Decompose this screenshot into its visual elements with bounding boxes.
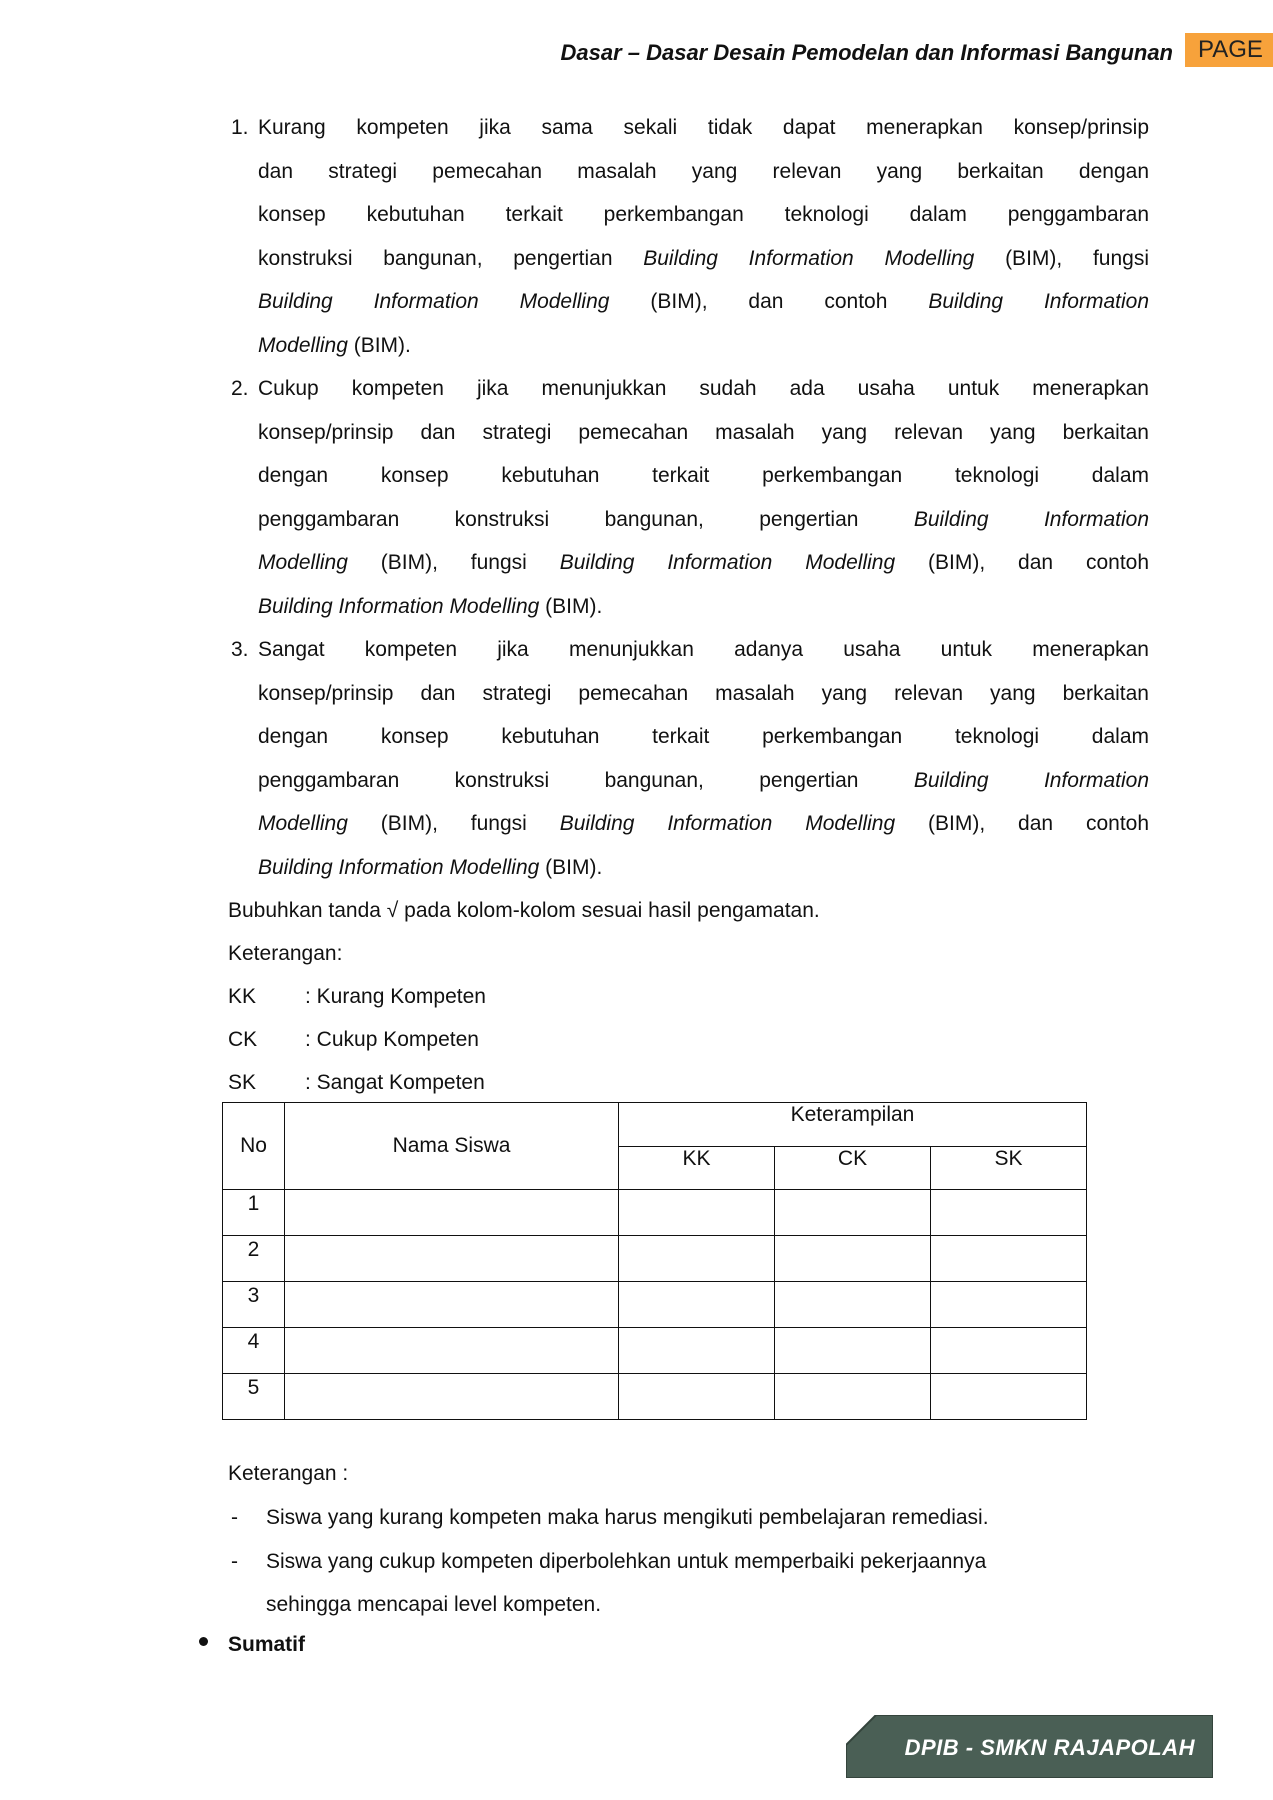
cell-ck[interactable] bbox=[775, 1190, 931, 1236]
criteria-line: konsep/prinsip dan strategi pemecahan masalah yang relevan yang berkaitan bbox=[258, 420, 1149, 444]
cell-sk[interactable] bbox=[931, 1282, 1087, 1328]
cell-ck[interactable] bbox=[775, 1236, 931, 1282]
legend-key-kk: KK bbox=[228, 985, 257, 1008]
cell-sk[interactable] bbox=[931, 1190, 1087, 1236]
instruction-text: Bubuhkan tanda √ pada kolom-kolom sesuai hasil pengamatan. bbox=[228, 899, 820, 922]
notes-title: Keterangan : bbox=[228, 1462, 349, 1485]
header-keterampilan: Keterampilan bbox=[619, 1103, 1087, 1147]
cell-no: 5 bbox=[223, 1374, 285, 1420]
cell-no: 1 bbox=[223, 1190, 285, 1236]
legend-value-kk: : Kurang Kompeten bbox=[305, 985, 486, 1008]
header-kk: KK bbox=[619, 1147, 775, 1190]
criteria-line: dengan konsep kebutuhan terkait perkembangan teknologi dalam bbox=[258, 464, 1149, 487]
legend-title: Keterangan: bbox=[228, 942, 343, 965]
cell-kk[interactable] bbox=[619, 1236, 775, 1282]
legend-key-sk: SK bbox=[228, 1071, 257, 1094]
cell-sk[interactable] bbox=[931, 1374, 1087, 1420]
cell-no: 4 bbox=[223, 1328, 285, 1374]
cell-no: 3 bbox=[223, 1282, 285, 1328]
table-row bbox=[223, 1328, 1087, 1374]
cell-no: 2 bbox=[223, 1236, 285, 1282]
assessment-table bbox=[222, 1102, 1087, 1420]
footer-banner bbox=[846, 1715, 1213, 1778]
table-row bbox=[223, 1236, 1087, 1282]
note-dash-2: - bbox=[231, 1550, 238, 1573]
criteria-line: konstruksi bangunan, pengertian Building Information Modelling (BIM), fungsi bbox=[258, 246, 1149, 270]
cell-kk[interactable] bbox=[619, 1190, 775, 1236]
cell-kk[interactable] bbox=[619, 1328, 775, 1374]
legend-value-sk: : Sangat Kompeten bbox=[305, 1071, 485, 1094]
note-text-2-cont: sehingga mencapai level kompeten. bbox=[266, 1593, 602, 1616]
cell-kk[interactable] bbox=[619, 1374, 775, 1420]
criteria-line: dan strategi pemecahan masalah yang relevan yang berkaitan dengan bbox=[258, 159, 1149, 183]
cell-sk[interactable] bbox=[931, 1236, 1087, 1282]
header-no: No bbox=[223, 1103, 285, 1190]
criteria-line: penggambaran konstruksi bangunan, pengertian Building Information bbox=[258, 507, 1149, 531]
cell-nama-siswa[interactable] bbox=[285, 1374, 619, 1420]
criteria-number: 2. bbox=[231, 377, 249, 400]
table-row bbox=[223, 1190, 1087, 1236]
cell-nama-siswa[interactable] bbox=[285, 1236, 619, 1282]
criteria-number: 1. bbox=[231, 116, 249, 139]
cell-nama-siswa[interactable] bbox=[285, 1190, 619, 1236]
note-text-2: Siswa yang cukup kompeten diperbolehkan untuk memperbaiki pekerjaannya bbox=[266, 1550, 987, 1573]
page-badge: PAGE bbox=[1185, 33, 1273, 67]
criteria-line: dengan konsep kebutuhan terkait perkembangan teknologi dalam bbox=[258, 725, 1149, 748]
header-nama-siswa: Nama Siswa bbox=[285, 1103, 619, 1190]
table-row bbox=[223, 1374, 1087, 1420]
note-text-1: Siswa yang kurang kompeten maka harus mengikuti pembelajaran remediasi. bbox=[266, 1506, 989, 1529]
criteria-line: konsep kebutuhan terkait perkembangan teknologi dalam penggambaran bbox=[258, 203, 1149, 226]
section-sumatif-heading: Sumatif bbox=[228, 1633, 306, 1656]
note-dash-1: - bbox=[231, 1506, 238, 1529]
cell-nama-siswa[interactable] bbox=[285, 1328, 619, 1374]
table-row bbox=[223, 1282, 1087, 1328]
criteria-line: Building Information Modelling (BIM). bbox=[258, 594, 603, 618]
cell-kk[interactable] bbox=[619, 1282, 775, 1328]
criteria-line: Building Information Modelling (BIM). bbox=[258, 855, 603, 879]
legend-key-ck: CK bbox=[228, 1028, 258, 1051]
footer-label: DPIB - SMKN RAJAPOLAH bbox=[904, 1735, 1195, 1760]
criteria-line: penggambaran konstruksi bangunan, pengertian Building Information bbox=[258, 768, 1149, 792]
cell-ck[interactable] bbox=[775, 1282, 931, 1328]
header-ck: CK bbox=[775, 1147, 931, 1190]
cell-nama-siswa[interactable] bbox=[285, 1282, 619, 1328]
criteria-line: Building Information Modelling (BIM), dan contoh Building Information bbox=[258, 290, 1150, 313]
table-body bbox=[223, 1190, 1087, 1420]
criteria-line: konsep/prinsip dan strategi pemecahan masalah yang relevan yang berkaitan bbox=[258, 681, 1149, 705]
criteria-number: 3. bbox=[231, 638, 249, 661]
legend-value-ck: : Cukup Kompeten bbox=[305, 1028, 479, 1051]
cell-ck[interactable] bbox=[775, 1328, 931, 1374]
criteria-line: Cukup kompeten jika menunjukkan sudah ada usaha untuk menerapkan bbox=[258, 377, 1149, 400]
running-header-title: Dasar – Dasar Desain Pemodelan dan Informasi Bangunan bbox=[560, 40, 1173, 65]
criteria-line: Kurang kompeten jika sama sekali tidak dapat menerapkan konsep/prinsip bbox=[258, 116, 1149, 139]
criteria-line: Modelling (BIM), fungsi Building Information Modelling (BIM), dan contoh bbox=[258, 812, 1150, 835]
criteria-line: Modelling (BIM), fungsi Building Information Modelling (BIM), dan contoh bbox=[258, 551, 1150, 574]
criteria-line: Modelling (BIM). bbox=[258, 333, 411, 357]
bullet-icon bbox=[199, 1637, 208, 1646]
cell-ck[interactable] bbox=[775, 1374, 931, 1420]
cell-sk[interactable] bbox=[931, 1328, 1087, 1374]
criteria-line: Sangat kompeten jika menunjukkan adanya usaha untuk menerapkan bbox=[258, 638, 1149, 661]
header-sk: SK bbox=[931, 1147, 1087, 1190]
